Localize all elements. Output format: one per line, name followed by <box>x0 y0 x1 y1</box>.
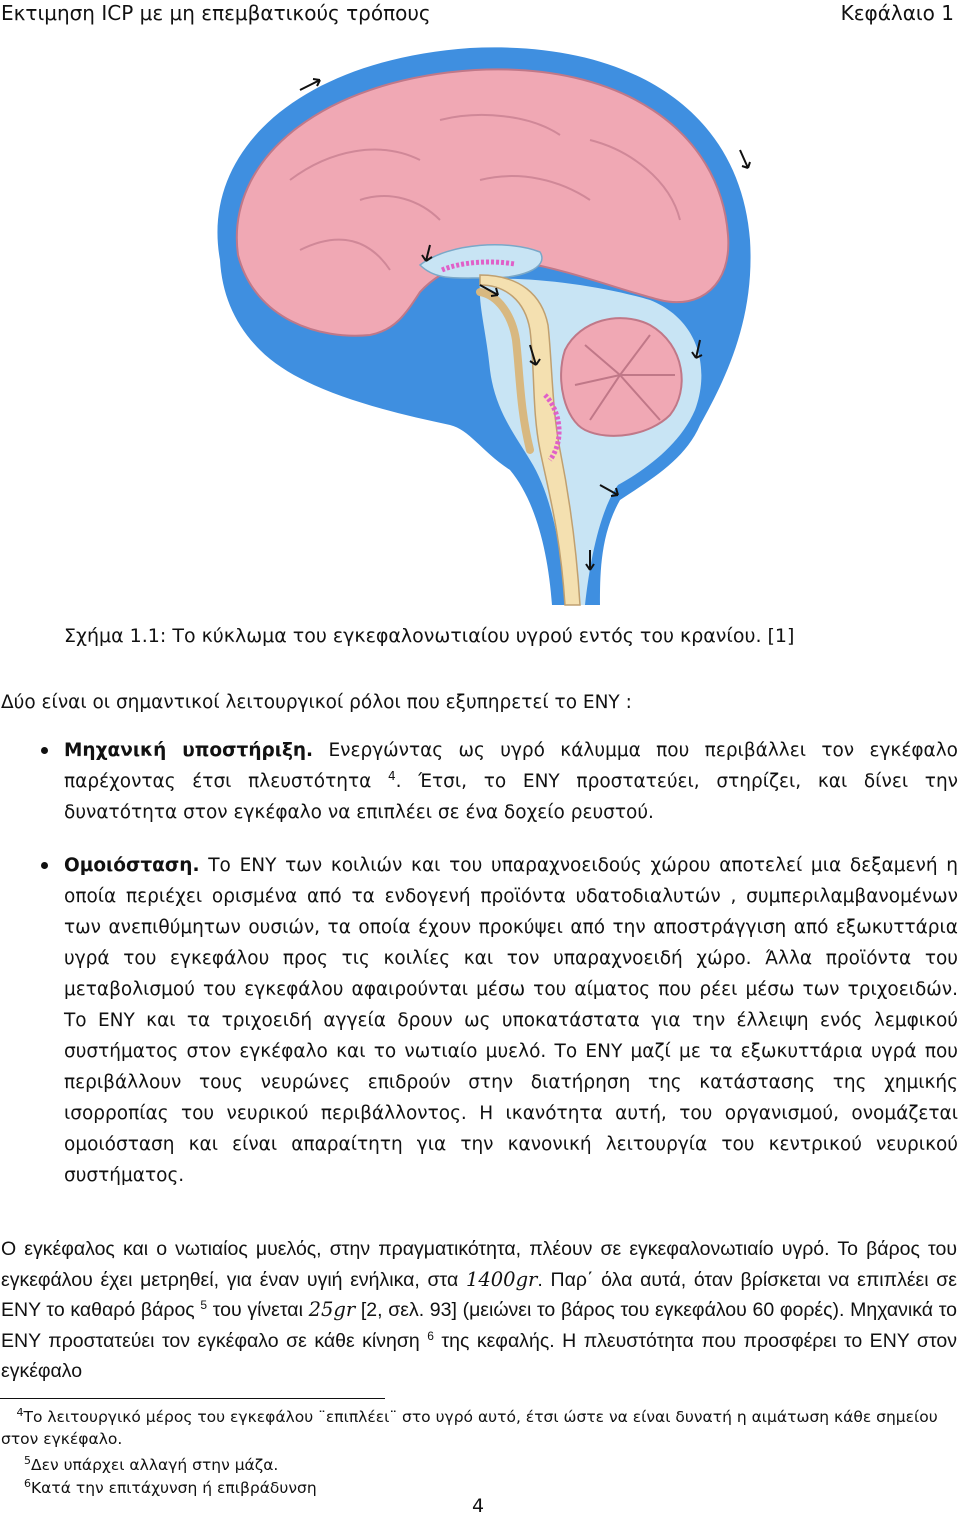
footnote-5: $^5$Δεν υπάρχει αλλαγή στην μάζα. <box>24 1454 279 1474</box>
body-paragraph: Ο εγκέφαλος και ο νωτιαίος μυελός, στην πραγματικότητα, πλέουν σε εγκεφαλονωτιαίο υγρό. Το βάρος του εγκεφάλου έχει μετρηθεί, για έναν υγιή ενήλικα, στα 1400gr. Παρ΄ όλα αυτά, όταν βρίσκεται να επιπλέει σε ΕΝΥ το καθαρό βάρος $^5$ του γίνεται 25gr [2, σελ. 93] (μειώνει το βάρος του εγκεφάλου 60 φορές). Μηχανικά το ΕΝΥ προστατεύει τον εγκέφαλο σε κάθε κίνηση $^6$ της κεφαλής. Η πλευστότητα που προσφέρει το ΕΝΥ στον εγκέφαλο <box>1 1238 957 1382</box>
csf-circulation-figure <box>180 30 780 610</box>
list-item <box>0 850 958 1191</box>
running-header-title: Εκτιμηση ICP με μη επεμβατικούς τρόπους <box>1 1 431 25</box>
roles-list <box>0 735 958 1213</box>
footnote-ref-5[interactable]: 5 <box>200 1298 208 1312</box>
footnote-6: $^6$Κατά την επιτάχυνση ή επιβράδυνση <box>24 1477 317 1497</box>
list-item <box>0 735 958 828</box>
bullet-dot <box>41 747 48 754</box>
bullet-dot <box>41 862 48 869</box>
footnote-ref-4[interactable]: 4 <box>388 769 396 783</box>
page-number: 4 <box>472 1495 485 1517</box>
math-weight-1400: 1400gr <box>465 1267 538 1291</box>
footnote-rule <box>0 1398 385 1399</box>
intro-paragraph: Δύο είναι οι σημαντικοί λειτουργικοί ρόλοι που εξυπηρετεί το ΕΝΥ : <box>1 692 632 713</box>
figure-caption: Σχήμα 1.1: Το κύκλωμα του εγκεφαλονωτιαίου υγρού εντός του κρανίου. [1] <box>64 625 795 647</box>
running-header-chapter: Κεφάλαιο 1 <box>840 1 954 25</box>
math-weight-25: 25gr <box>308 1298 356 1321</box>
footnote-4: $^4$Το λειτουργικό μέρος του εγκεφάλου ¨επιπλέει¨ στο υγρό αυτό, έτσι ώστε να είναι δυνατή η αιμάτωση κάθε σημείου στον εγκέφαλο. <box>1 1406 938 1448</box>
bullet-text: Το ΕΝΥ των κοιλιών και του υπαραχνοειδούς χώρου αποτελεί μια δεξαμενή η οποία περιέχει ορισμένα από τα ενδογενή προϊόντα υδατοδιαλυτών , συμπεριλαμβανομένων των ανεπιθύμητων ουσιών, τα οποία έχουν προκύψει από την αποστράγγιση από εξωκυττάρια υγρά του εγκεφάλου προς τις κοιλίες και τον υπαραχνοειδή χώρο. Άλλα προϊόντα του μεταβολισμού του εγκεφάλου αφαιρούνται μέσω του αίματος που ρέει μέσω των τριχοειδών. Το ΕΝΥ και τα τριχοειδή αγγεία δρουν ως υποκατάστατα για την έλλειψη ενός λεμφικού συστήματος στον εγκέφαλο και το νωτιαίο μυελό. Το ΕΝΥ μαζί με τα εξωκυττάρια υγρά που περιβάλλουν τους νευρώνες επιδρούν στην διατήρηση της κατάστασης της χημικής ισορροπίας του νευρικού περιβάλλοντος. Η ικανότητα αυτή, του οργανισμού, ονομάζεται ομοιόσταση και είναι απαραίτητη για την κανονική λειτουργία του κεντρικού νευρικού συστήματος. <box>64 855 958 1186</box>
footnote-ref-6[interactable]: 6 <box>427 1328 434 1343</box>
bullet-text: Ενεργώντας ως υγρό κάλυμμα που περιβάλλει τον εγκέφαλο παρέχοντας έτσι πλευστότητα <box>64 740 959 792</box>
bullet-title: Ομοιόσταση. <box>64 855 200 876</box>
bullet-title: Μηχανική υποστήριξη. <box>64 740 314 761</box>
bullet-text: . Έτσι, το ΕΝΥ προστατεύει, στηρίζει, και δίνει την δυνατότητα στον εγκέφαλο να επιπλέει σε ένα δοχείο ρευστού. <box>64 771 959 823</box>
